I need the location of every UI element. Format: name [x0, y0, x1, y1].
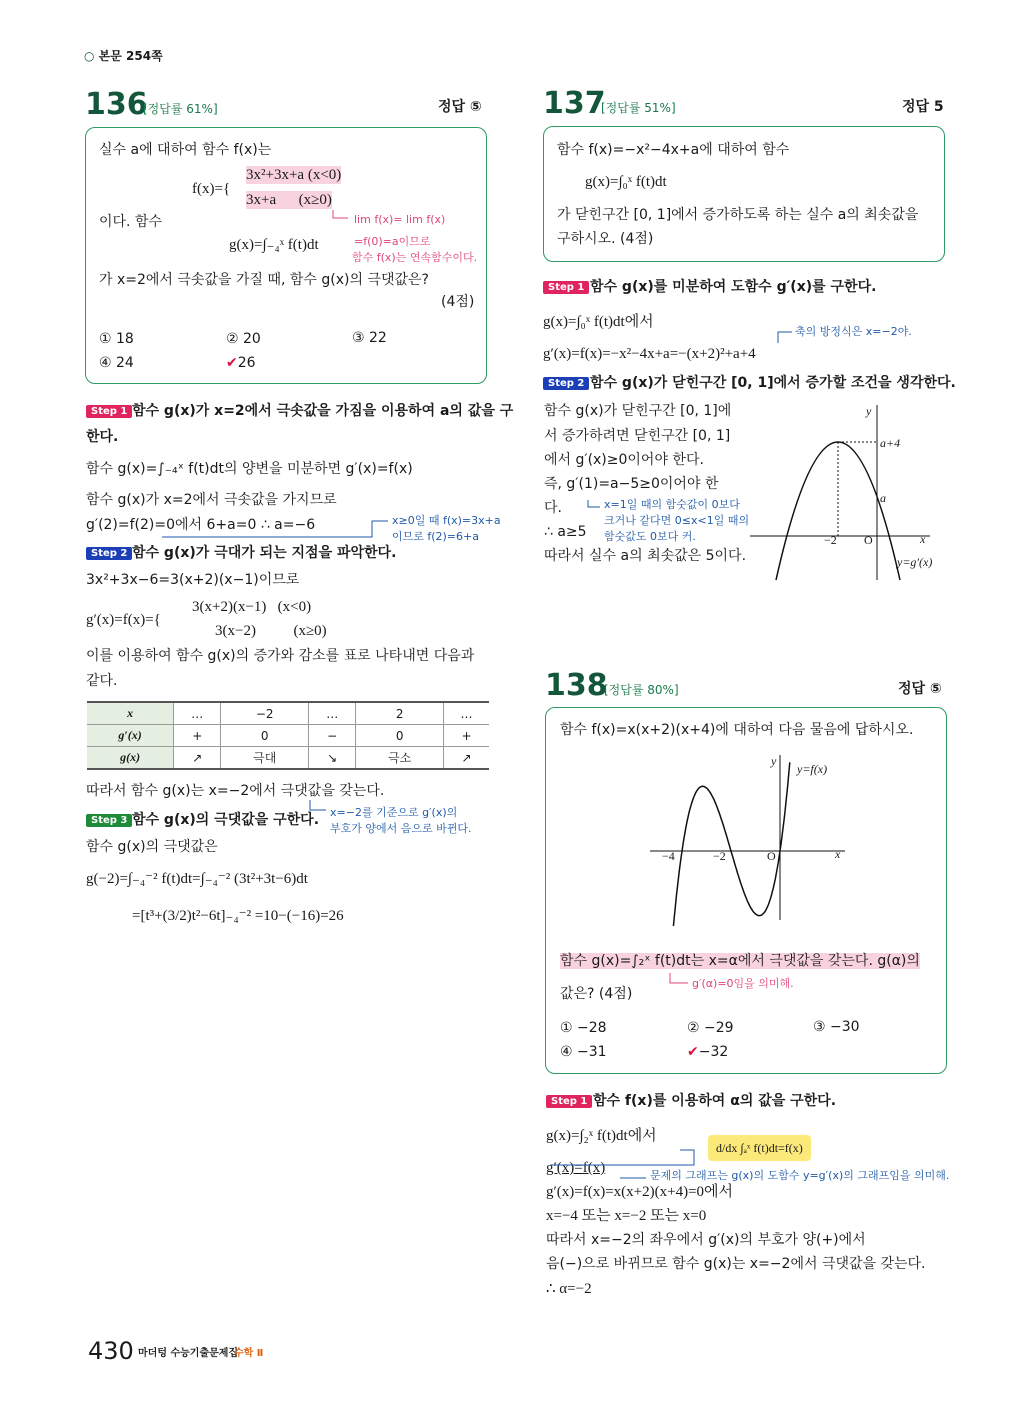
annotation: x=−2를 기준으로 g′(x)의 [330, 806, 458, 819]
table-row [87, 702, 489, 725]
correct-rate-138: [정답률 80%] [604, 683, 679, 697]
graph138-origin: O [767, 849, 776, 863]
q-case: 3x²+3x+a (x<0) [246, 167, 342, 183]
step1-title-cont: 한다. [86, 429, 119, 445]
answer-137: 정답 5 [902, 99, 944, 115]
table-cell: … [174, 702, 221, 725]
choice-5-text: 26 [237, 355, 256, 371]
table-cell: + [444, 725, 489, 747]
choice-1[interactable]: ① −28 [560, 1020, 607, 1036]
check-mark-icon: ✔ [687, 1044, 699, 1060]
step1-badge: Step 1 [546, 1095, 592, 1108]
step2-title: 함수 g(x)가 닫힌구간 [0, 1]에서 증가할 조건을 생각한다. [590, 375, 956, 391]
table-cell: 극대 [221, 747, 309, 770]
choice-2[interactable]: ② −29 [687, 1020, 734, 1036]
table-cell: 2 [356, 702, 444, 725]
answer-138: 정답 ⑤ [898, 681, 942, 697]
annotation: 함수 f(x)는 연속함수이다. [352, 251, 478, 264]
table-cell: g(x) [87, 747, 174, 770]
q-line: f(x)={ [192, 181, 231, 197]
graph137-yint-label: a [880, 491, 886, 505]
check-mark-icon: ✔ [226, 355, 238, 371]
q-line: 함수 f(x)=−x²−4x+a에 대하여 함수 [557, 142, 790, 158]
choice-4[interactable]: ④ −31 [560, 1044, 607, 1060]
step1-title: 함수 g(x)를 미분하여 도함수 g′(x)를 구한다. [590, 279, 877, 295]
sol-line: ∴ a≥5 [544, 524, 587, 540]
table-row [87, 747, 489, 770]
problem-number-136: 136 [85, 87, 148, 122]
sol-line: 함수 g(x)가 닫힌구간 [0, 1]에 [544, 403, 732, 419]
sol-line: g′(x)=f(x)=x(x+2)(x+4)=0에서 [546, 1184, 734, 1200]
table-cell: g′(x) [87, 725, 174, 747]
table-cell: 0 [221, 725, 309, 747]
sol-line: g(x)=∫₀ˣ f(t)dt에서 [543, 314, 654, 330]
choice-5-text: −32 [698, 1044, 729, 1060]
choice-1[interactable]: ① 18 [99, 331, 134, 347]
graph137-origin: O [864, 533, 873, 547]
step3-badge: Step 3 [86, 814, 132, 827]
q-line: g(x)=∫₋₄ˣ f(t)dt [229, 237, 319, 253]
table-cell: − [309, 725, 356, 747]
table-cell: ↗ [174, 747, 221, 770]
sol-line: 따라서 실수 a의 최솟값은 5이다. [544, 548, 747, 564]
book-title: 마더텅 수능기출문제집 [138, 1348, 239, 1359]
sol-line: 같다. [86, 673, 118, 689]
table-cell: ↘ [309, 747, 356, 770]
annotation: x=1일 때의 함숫값이 0보다 [604, 498, 740, 511]
annotation: 축의 방정식은 x=−2야. [795, 325, 912, 338]
section-ref [84, 47, 163, 65]
graph137-tick: −2 [824, 533, 837, 547]
answer-136: 정답 ⑤ [438, 99, 482, 115]
graph138-y-label: y [771, 754, 777, 768]
graph137-top-label: a+4 [880, 436, 901, 450]
table-cell: x [87, 702, 174, 725]
q-line: 이다. 함수 [99, 214, 162, 230]
q-line: 가 닫힌구간 [0, 1]에서 증가하도록 하는 실수 a의 최솟값을 [557, 207, 919, 223]
sol-line: g′(x)=f(x)=−x²−4x+a=−(x+2)²+a+4 [543, 346, 756, 362]
q-line: 함수 f(x)=x(x+2)(x+4)에 대하여 다음 물음에 답하시오. [560, 722, 914, 738]
sol-line: 따라서 함수 g(x)는 x=−2에서 극댓값을 갖는다. [86, 783, 385, 799]
sol-line: g(x)=∫₂ˣ f(t)dt에서 [546, 1128, 657, 1144]
q-highlight: 함수 g(x)=∫₂ˣ f(t)dt는 x=α에서 극댓값을 갖는다. g(α)의 [560, 953, 920, 969]
problem-number-138: 138 [545, 668, 608, 703]
sol-line: 다. [544, 500, 562, 516]
table-cell: ↗ [444, 747, 489, 770]
parabola-curve [776, 442, 900, 580]
sol-line: 함수 g(x)의 극댓값은 [86, 839, 218, 855]
sol-line: 즉, g′(1)=a−5≥0이어야 한 [544, 476, 719, 492]
table-cell: + [174, 725, 221, 747]
annotation: =f(0)=a이므로 [354, 235, 431, 248]
variation-table [87, 701, 489, 770]
choice-3[interactable]: ③ 22 [352, 330, 387, 346]
sol-line: 음(−)으로 바뀌므로 함수 g(x)는 x=−2에서 극댓값을 갖는다. [546, 1256, 926, 1272]
q-line: 실수 a에 대하여 함수 f(x)는 [99, 142, 272, 158]
sol-line: 따라서 x=−2의 좌우에서 g′(x)의 부호가 양(+)에서 [546, 1232, 866, 1248]
section-ref-text: 본문 254쪽 [98, 49, 163, 63]
arrow [778, 332, 792, 343]
formula-box: d/dx ∫ₐˣ f(t)dt=f(x) [708, 1135, 811, 1161]
annotation: 함숫값도 0보다 커. [604, 530, 696, 543]
q-line: 가 x=2에서 극솟값을 가질 때, 함수 g(x)의 극댓값은? [99, 272, 429, 288]
sol-line: ∴ α=−2 [546, 1281, 592, 1297]
sol-line: x=−4 또는 x=−2 또는 x=0 [546, 1208, 707, 1224]
step2-badge: Step 2 [86, 547, 132, 560]
sol-line: =[t³+(3/2)t²−6t]₋₄⁻² =10−(−16)=26 [132, 908, 344, 924]
graph137-y-label: y [866, 404, 872, 418]
table-cell: … [309, 702, 356, 725]
sol-line: 함수 g(x)=∫₋₄ˣ f(t)dt의 양변을 미분하면 g′(x)=f(x) [86, 461, 413, 477]
annotation: lim f(x)= lim f(x) [354, 213, 446, 226]
table-cell: 0 [356, 725, 444, 747]
graph138-curve-label: y=f(x) [797, 762, 828, 776]
choice-2[interactable]: ② 20 [226, 331, 261, 347]
table-cell: 극소 [356, 747, 444, 770]
table-cell: … [444, 702, 489, 725]
sol-line: 이를 이용하여 함수 g(x)의 증가와 감소를 표로 나타내면 다음과 [86, 648, 475, 664]
annotation: 문제의 그래프는 g(x)의 도함수 y=g′(x)의 그래프임을 의미해. [650, 1169, 950, 1182]
q-line [560, 952, 920, 970]
sol-line: g′(x)=f(x) [546, 1160, 606, 1176]
sol-line: 3x²+3x−6=3(x+2)(x−1)이므로 [86, 572, 300, 588]
step3-title: 함수 g(x)의 극댓값을 구한다. [132, 812, 320, 828]
choice-3[interactable]: ③ −30 [813, 1019, 860, 1035]
annotation: 크거나 같다면 0≤x<1일 때의 [604, 514, 750, 527]
sol-case: 3(x−2) (x≥0) [215, 623, 327, 639]
graph138-tick: −4 [662, 849, 675, 863]
choice-5[interactable] [226, 354, 256, 372]
sol-case: 3(x+2)(x−1) (x<0) [192, 599, 312, 615]
step1-badge: Step 1 [86, 405, 132, 418]
correct-rate-136: [정답률 61%] [143, 102, 218, 116]
choice-4[interactable]: ④ 24 [99, 355, 134, 371]
sol-line: 서 증가하려면 닫힌구간 [0, 1] [544, 428, 731, 444]
sol-line: 에서 g′(x)≥0이어야 한다. [544, 452, 704, 468]
graph138-tick: −2 [713, 849, 726, 863]
q-points: (4점) [441, 294, 475, 310]
q-line: g(x)=∫₀ˣ f(t)dt [585, 174, 667, 190]
q-case: 3x+a (x≥0) [246, 192, 332, 208]
annotation: x≥0일 때 f(x)=3x+a [392, 514, 501, 527]
step1-title: 함수 f(x)를 이용하여 α의 값을 구한다. [593, 1093, 837, 1109]
subject: 수학 Ⅱ [234, 1348, 264, 1359]
table-row [87, 725, 489, 747]
graph137-curve-label: y=g′(x) [897, 555, 933, 569]
step1-title: 함수 g(x)가 x=2에서 극솟값을 가짐을 이용하여 a의 값을 구 [132, 403, 514, 419]
correct-rate-137: [정답률 51%] [601, 101, 676, 115]
annotation: g′(α)=0임을 의미해. [692, 977, 794, 990]
arrow [310, 800, 326, 810]
sol-line: g(−2)=∫₋₄⁻² f(t)dt=∫₋₄⁻² (3t²+3t−6)dt [86, 871, 308, 887]
step1-badge: Step 1 [543, 281, 589, 294]
annotation: 이므로 f(2)=6+a [392, 530, 480, 543]
choice-5[interactable] [687, 1043, 728, 1061]
q-line: 값은? (4점) [560, 986, 633, 1002]
table-cell: −2 [221, 702, 309, 725]
page-number: 430 [88, 1337, 134, 1365]
sol-line: 함수 g(x)가 x=2에서 극솟값을 가지므로 [86, 492, 337, 508]
problem-number-137: 137 [543, 86, 606, 121]
sol-line: g′(2)=f(2)=0에서 6+a=0 ∴ a=−6 [86, 517, 316, 533]
arrow [588, 500, 600, 507]
sol-line: g′(x)=f(x)={ [86, 612, 161, 628]
annotation: 부호가 양에서 음으로 바뀐다. [330, 822, 472, 835]
q-line: 구하시오. (4점) [557, 231, 654, 247]
graph138-x-label: x [835, 847, 841, 861]
step2-badge: Step 2 [543, 377, 589, 390]
circle-icon: ○ [84, 49, 95, 63]
step2-title: 함수 g(x)가 극대가 되는 지점을 파악한다. [132, 545, 397, 561]
graph137-x-label: x [920, 532, 926, 546]
